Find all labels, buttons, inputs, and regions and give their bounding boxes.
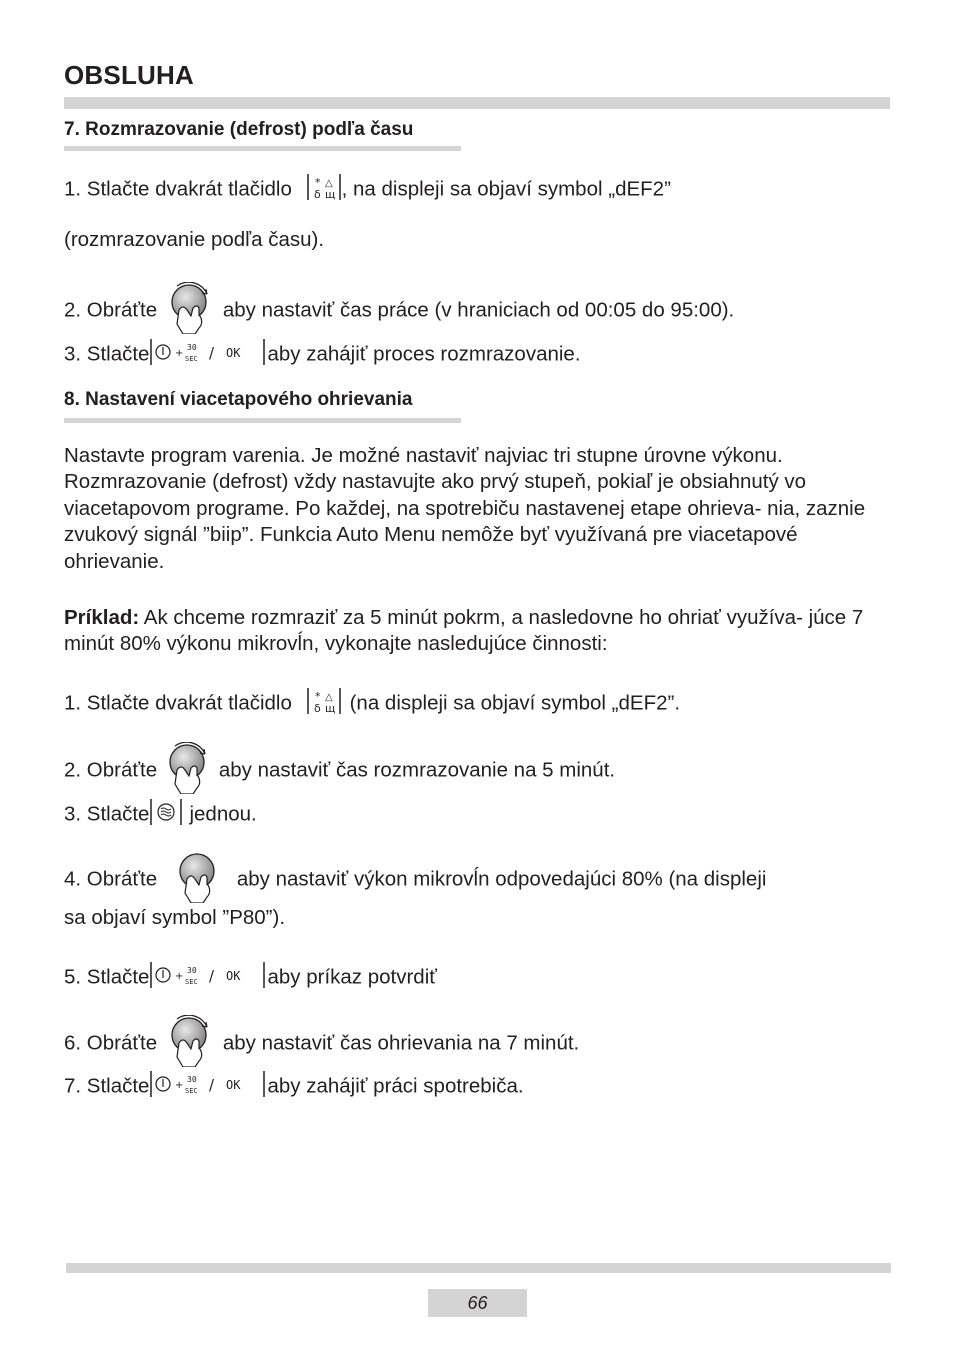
svg-text:SEC: SEC [185, 1087, 199, 1095]
s7-step-3 [64, 337, 581, 373]
s8-step-5-post: aby príkaz potvrdiť [267, 965, 437, 989]
svg-text:OK: OK [226, 346, 241, 360]
power-button-icon [149, 797, 185, 833]
rotary-knob-icon [167, 282, 215, 340]
s8-step-1-pre: 1. Stlačte dvakrát tlačidlo [64, 691, 292, 715]
svg-text:*: * [314, 690, 321, 703]
s8-step-1-post: (na displeji sa objaví symbol „dEF2”. [349, 691, 681, 715]
svg-text:δ: δ [313, 702, 321, 715]
s8-step-7 [64, 1069, 524, 1105]
svg-text:/: / [209, 344, 215, 362]
svg-text:щ: щ [324, 188, 335, 201]
s8-step-3 [64, 797, 257, 833]
s7-step-1 [64, 172, 671, 208]
s7-step-1-post: , na displeji sa objaví symbol „dEF2” [341, 177, 671, 201]
header-divider [64, 97, 890, 109]
s7-step-1-cont: (rozmrazovanie podľa času). [64, 228, 325, 251]
start-ok-button-icon [149, 960, 267, 996]
svg-text:/: / [209, 967, 215, 985]
defrost-button-icon [306, 686, 342, 722]
s7-step-2-pre: 2. Obráťte [64, 298, 158, 322]
s8-step-2-pre: 2. Obráťte [64, 758, 158, 782]
s8-step-5 [64, 960, 437, 996]
s8-step-6-post: aby nastaviť čas ohrievania na 7 minút. [222, 1031, 580, 1055]
s7-step-2-post: aby nastaviť čas práce (v hraniciach od 00:05 do 95:00). [222, 298, 735, 322]
page-title: OBSLUHA [64, 60, 194, 90]
start-ok-button-icon [149, 337, 267, 373]
s8-step-6-pre: 6. Obráťte [64, 1031, 158, 1055]
svg-text:/: / [209, 1076, 215, 1094]
page-number: 66 [428, 1289, 527, 1317]
s8-step-6 [64, 1015, 579, 1073]
s8-step-1 [64, 686, 680, 722]
s7-step-2 [64, 282, 734, 340]
svg-text:SEC: SEC [185, 355, 199, 363]
rotary-knob-icon [175, 851, 223, 909]
s7-step-3-post: aby zahájiť proces rozmrazovanie. [267, 342, 581, 366]
s8-step-4-post: aby nastaviť výkon mikrovĺn odpovedajúci 80% (na displeji [236, 867, 767, 891]
s8-step-4-cont: sa objaví symbol ”P80”). [64, 906, 286, 929]
s8-step-3-post: jednou. [189, 802, 257, 826]
svg-text:OK: OK [226, 969, 241, 983]
s8-step-5-pre: 5. Stlačte [64, 965, 150, 989]
svg-text:OK: OK [226, 1078, 241, 1092]
rotary-knob-icon [165, 742, 213, 800]
section-8-heading: 8. Nastavení viacetapového ohrievania [64, 389, 413, 410]
svg-text:△: △ [324, 178, 333, 189]
svg-text:+: + [175, 348, 184, 359]
s8-step-7-post: aby zahájiť práci spotrebiča. [267, 1074, 524, 1098]
section-8-divider [64, 418, 461, 423]
example-paragraph [64, 605, 894, 658]
svg-text:щ: щ [324, 702, 335, 715]
svg-text:△: △ [324, 692, 333, 703]
s7-step-3-pre: 3. Stlačte [64, 342, 150, 366]
s8-step-7-pre: 7. Stlačte [64, 1074, 150, 1098]
section-7-heading: 7. Rozmrazovanie (defrost) podľa času [64, 119, 414, 140]
svg-text:*: * [314, 176, 321, 189]
s7-step-1-pre: 1. Stlačte dvakrát tlačidlo [64, 177, 292, 201]
svg-text:+: + [175, 1080, 184, 1091]
s8-step-4-pre: 4. Obráťte [64, 867, 158, 891]
section-7-divider [64, 146, 461, 151]
svg-text:+: + [175, 971, 184, 982]
svg-text:30: 30 [187, 1075, 198, 1084]
footer-divider [66, 1263, 891, 1273]
svg-text:30: 30 [187, 343, 198, 352]
s8-step-2-post: aby nastaviť čas rozmrazovanie na 5 minút. [218, 758, 616, 782]
start-ok-button-icon [149, 1069, 267, 1105]
section-8-paragraph: Nastavte program varenia. Je možné nastaviť najviac tri stupne úrovne výkonu. Rozmrazovanie (defrost) vždy nastavujte ako prvý stupeň, pokiaľ je obsiahnutý vo viacetapovom programe. Po každej, na spotrebiču nastavenej etape ohrieva- nia, zaznie zvukový signál ”biip”. Funkcia Auto Menu nemôže byť využívaná pre viacetapové ohrievanie. [64, 444, 866, 573]
defrost-button-icon [306, 172, 342, 208]
svg-text:30: 30 [187, 966, 198, 975]
s8-step-3-pre: 3. Stlačte [64, 802, 150, 826]
rotary-knob-icon [167, 1015, 215, 1073]
svg-text:SEC: SEC [185, 978, 199, 986]
svg-text:δ: δ [313, 188, 321, 201]
example-text: Ak chceme rozmraziť za 5 minút pokrm, a nasledovne ho ohriať využíva- júce 7 minút 80% výkonu mikrovĺn, vykonajte nasledujúce činnosti: [64, 606, 864, 656]
example-label: Príklad: [64, 606, 140, 629]
s8-step-2 [64, 742, 615, 800]
s8-step-4 [64, 851, 766, 909]
